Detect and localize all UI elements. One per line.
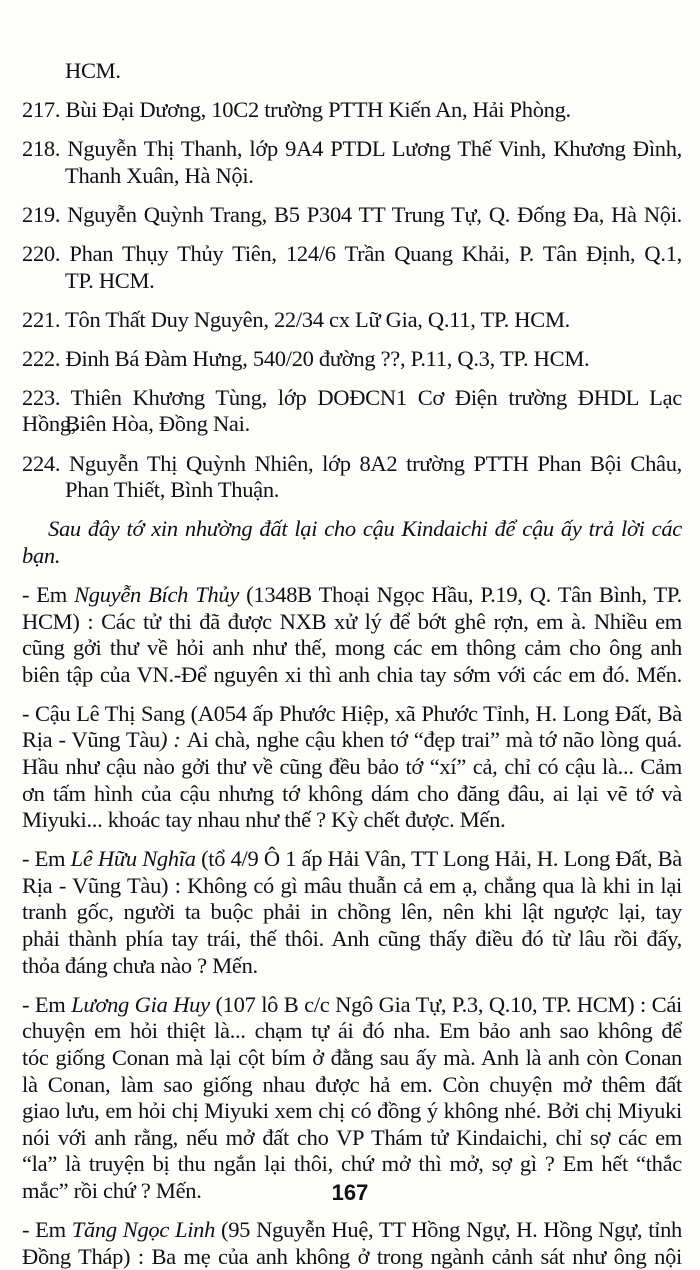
text: - Em: [22, 991, 72, 1017]
italic-text: Sau đây tớ xin nhường đất lại cho cậu Kindaichi để cậu ấy trả lời các: [48, 516, 682, 542]
italic-text: bạn.: [22, 542, 61, 568]
text: là Conan, làm sao giống nhau được hả em. Còn chuyện mở thêm đất: [22, 1071, 682, 1097]
page-number: 167: [331, 1180, 369, 1205]
text: 221. Tôn Thất Duy Nguyên, 22/34 cx Lữ Gia, Q.11, TP. HCM.: [22, 306, 570, 332]
text-line: [22, 873, 682, 900]
paragraph: [22, 1217, 682, 1270]
text-line: [22, 268, 682, 295]
text-line: [22, 992, 682, 1019]
text: 224. Nguyễn Thị Quỳnh Nhiên, lớp 8A2 trường PTTH Phan Bội Châu,: [22, 450, 682, 476]
text-line: [22, 754, 682, 781]
text-line: [22, 1098, 682, 1125]
text-line: [22, 411, 682, 438]
italic-text: Tăng Ngọc Linh: [71, 1216, 216, 1242]
text-line: [22, 1217, 682, 1244]
text-line: [22, 582, 682, 609]
text: “la” là truyện bị thu ngắn lại thôi, chứ mở thì mở, sợ gì ? Em hết “thắc: [22, 1151, 682, 1177]
text: tóc giống Conan mà lại cột bím ở đằng sau ấy mà. Anh là anh còn Conan: [22, 1044, 682, 1070]
italic-text: Lương Gia Huy: [71, 991, 210, 1017]
text-line: [22, 307, 682, 334]
text-line: [22, 477, 682, 504]
list-item: [22, 307, 682, 334]
text-line: [22, 516, 682, 543]
paragraph: [22, 516, 682, 569]
text: - Em: [22, 581, 75, 607]
text-line: [22, 635, 682, 662]
text-line: [22, 953, 682, 980]
text: (1348B Thoại Ngọc Hầu, P.19, Q. Tân Bình, TP.: [239, 581, 682, 607]
italic-text: ) :: [159, 727, 187, 753]
text-line: [22, 543, 682, 570]
text: biên tập của VN.-Để nguyên xi thì anh chia tay sớm với các em đó. Mến.: [22, 661, 682, 687]
paragraph: [22, 846, 682, 979]
text-line: [22, 58, 682, 85]
text: phải thành phía tay trái, thế thôi. Anh cũng thấy điều đó từ lâu rồi đấy,: [22, 926, 682, 952]
text: Biên Hòa, Đồng Nai.: [65, 411, 250, 437]
list-item: [22, 97, 682, 124]
italic-text: Lê Hữu Nghĩa: [70, 846, 196, 872]
text: HCM.: [65, 58, 121, 83]
text-line: [22, 727, 682, 754]
text-line: [22, 781, 682, 808]
text: giao lưu, em hỏi chị Miyuki xem chị có đồng ý không nhé. Bởi chị Miyuki: [22, 1098, 682, 1124]
document-body: [22, 58, 682, 1270]
text-line: [22, 202, 682, 229]
text: 219. Nguyễn Quỳnh Trang, B5 P304 TT Trung Tự, Q. Đống Đa, Hà Nội.: [22, 201, 682, 227]
text: - Em: [22, 1216, 72, 1242]
text: TP. HCM.: [65, 267, 155, 293]
text: mắc” rồi chứ ? Mến.: [22, 1177, 202, 1203]
text-line: [22, 846, 682, 873]
list-item: [22, 346, 682, 373]
text-line: [22, 1018, 682, 1045]
text-line: [22, 1125, 682, 1152]
text-line: [22, 163, 682, 190]
text: Đồng Tháp) : Ba mẹ của anh không ở trong ngành cảnh sát như ông nội: [22, 1243, 682, 1269]
text: HCM) : Các tử thi đã được NXB xử lý để bớt ghê rợn, em à. Nhiều em: [22, 608, 682, 634]
text-line: [22, 1045, 682, 1072]
text: Hầu như cậu nào gởi thư về cũng đều bảo tớ “xí” cả, chỉ có cậu là... Cảm: [22, 753, 682, 779]
text: 220. Phan Thụy Thủy Tiên, 124/6 Trần Quang Khải, P. Tân Định, Q.1,: [22, 240, 682, 266]
text-line: [22, 609, 682, 636]
text: ơn tấm hình của cậu nhưng tớ không dám cho đăng đâu, ai lại vẽ tớ và: [22, 780, 682, 806]
text: Miyuki... khoác tay nhau như thế ? Kỳ chết được. Mến.: [22, 807, 506, 833]
text: chuyện em hỏi thiệt là... chạm tự ái đó nha. Em bảo anh sao không để: [22, 1018, 682, 1044]
text: 218. Nguyễn Thị Thanh, lớp 9A4 PTDL Lương Thế Vinh, Khương Đình,: [22, 136, 682, 162]
list-item: [22, 241, 682, 294]
text: Ai chà, nghe cậu khen tớ “đẹp trai” mà tớ não lòng quá.: [186, 727, 682, 753]
text-line: [22, 97, 682, 124]
text-line: [22, 701, 682, 728]
text: thỏa đáng chưa nào ? Mến.: [22, 952, 258, 978]
text: nói với anh rằng, nếu mở đất cho VP Thám tử Kindaichi, chỉ sợ các em: [22, 1124, 682, 1150]
text-line: [22, 662, 682, 689]
paragraph: [22, 582, 682, 688]
text: Rịa - Vũng Tàu: [22, 727, 160, 753]
paragraph: [22, 992, 682, 1205]
text: 217. Bùi Đại Dương, 10C2 trường PTTH Kiến An, Hải Phòng.: [22, 97, 571, 123]
text-line: [22, 1072, 682, 1099]
text: (tổ 4/9 Ô 1 ấp Hải Vân, TT Long Hải, H. Long Đất, Bà: [195, 846, 682, 872]
list-item: [22, 58, 682, 85]
text: Rịa - Vũng Tàu) : Không có gì mâu thuẫn cả em ạ, chẳng qua là khi in lại: [22, 872, 682, 898]
text: 222. Đinh Bá Đàm Hưng, 540/20 đường ??, P.11, Q.3, TP. HCM.: [22, 345, 590, 371]
list-item: [22, 202, 682, 229]
text: Thanh Xuân, Hà Nội.: [65, 162, 254, 188]
paragraph: [22, 701, 682, 834]
list-item: [22, 451, 682, 504]
text: - Cậu Lê Thị Sang: [22, 700, 191, 726]
text: (A054 ấp Phước Hiệp, xã Phước Tỉnh, H. Long Đất, Bà: [190, 700, 682, 726]
text: 223. Thiên Khương Tùng, lớp DOĐCN1 Cơ Điện trường ĐHDL Lạc Hồng,: [22, 384, 682, 437]
text: tranh gốc, người ta buộc phải in chồng lên, nên khi lật ngược lại, tay: [22, 899, 682, 925]
text-line: [22, 926, 682, 953]
italic-text: Nguyễn Bích Thủy: [74, 581, 240, 607]
text-line: [22, 1151, 682, 1178]
text-line: [22, 136, 682, 163]
text: - Em: [22, 846, 71, 872]
text-line: [22, 451, 682, 478]
text: cũng gởi thư về hỏi anh như thế, mong các em thông cảm cho ông anh: [22, 635, 682, 661]
list-item: [22, 385, 682, 438]
text-line: [22, 807, 682, 834]
text: Phan Thiết, Bình Thuận.: [65, 477, 280, 503]
list-item: [22, 136, 682, 189]
text-line: [22, 346, 682, 373]
text-line: [22, 1244, 682, 1270]
text-line: [22, 241, 682, 268]
text: (95 Nguyễn Huệ, TT Hồng Ngự, H. Hồng Ngự, tỉnh: [215, 1216, 682, 1242]
text: (107 lô B c/c Ngô Gia Tự, P.3, Q.10, TP. HCM) : Cái: [209, 991, 682, 1017]
text-line: [22, 899, 682, 926]
